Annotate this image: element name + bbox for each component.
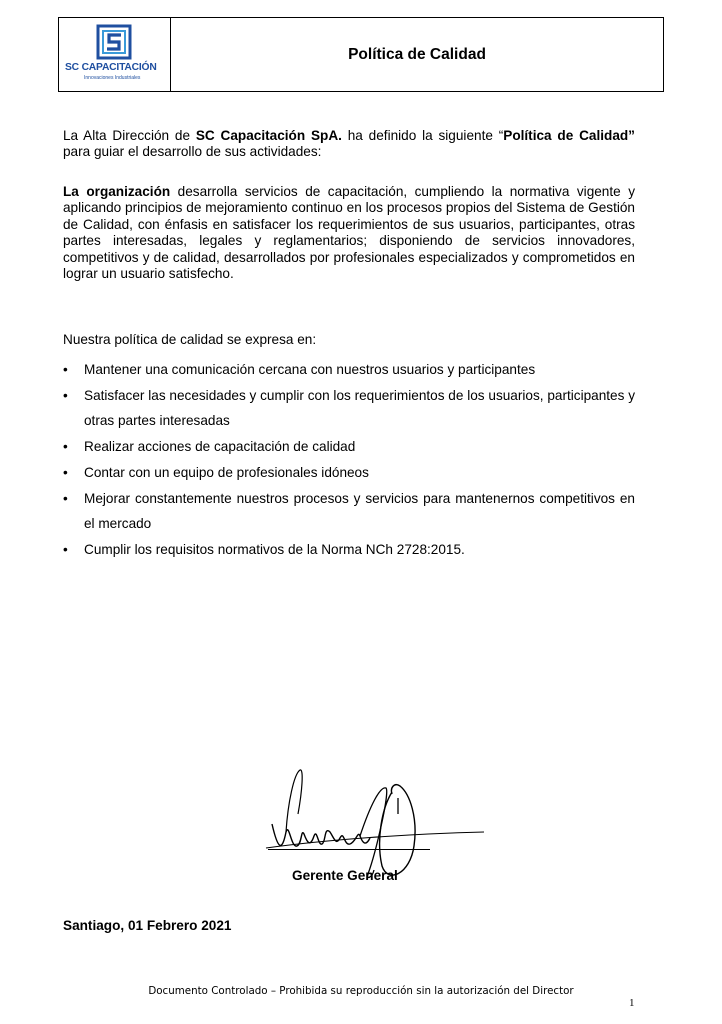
policy-name: Política de Calidad” — [503, 128, 635, 143]
bullet-icon: • — [63, 491, 68, 506]
policy-intro: Nuestra política de calidad se expresa en: — [63, 332, 317, 347]
list-item-text: Contar con un equipo de profesionales idóneos — [84, 465, 369, 480]
organization-lead: La organización — [63, 184, 171, 199]
logo-subtitle: Innovaciones Industriales — [84, 75, 141, 81]
intro-text-middle: ha definido la siguiente “ — [341, 128, 504, 143]
list-item-text: Satisfacer las necesidades y cumplir con los requerimientos de los usuarios, participantes y otras partes interesadas — [84, 388, 635, 428]
bullet-icon: • — [63, 362, 68, 377]
list-item — [63, 486, 635, 536]
policy-list — [63, 357, 635, 563]
list-item — [63, 434, 635, 459]
intro-text-before: La Alta Dirección de — [63, 128, 196, 143]
list-item — [63, 537, 635, 562]
logo-text: SC CAPACITACIÓN — [65, 62, 157, 73]
sc-logo-icon — [96, 24, 132, 60]
list-item-text: Mejorar constantemente nuestros procesos y servicios para mantenernos competitivos en el mercado — [84, 491, 635, 531]
logo — [59, 18, 171, 91]
signatory-title: Gerente General — [292, 868, 398, 883]
signature-line — [268, 849, 430, 850]
place-and-date: Santiago, 01 Febrero 2021 — [63, 918, 232, 933]
document-header — [58, 17, 664, 92]
bullet-icon: • — [63, 439, 68, 454]
list-item — [63, 383, 635, 433]
list-item-text: Realizar acciones de capacitación de calidad — [84, 439, 356, 454]
list-item — [63, 357, 635, 382]
intro-paragraph — [63, 128, 635, 161]
list-item-text: Cumplir los requisitos normativos de la Norma NCh 2728:2015. — [84, 542, 465, 557]
organization-paragraph — [63, 184, 635, 282]
list-item — [63, 460, 635, 485]
list-item-text: Mantener una comunicación cercana con nuestros usuarios y participantes — [84, 362, 536, 377]
bullet-icon: • — [63, 388, 68, 403]
footer-note: Documento Controlado – Prohibida su reproducción sin la autorización del Director — [148, 985, 574, 997]
intro-text-after: para guiar el desarrollo de sus actividades: — [63, 144, 322, 160]
bullet-icon: • — [63, 465, 68, 480]
company-name: SC Capacitación SpA. — [195, 128, 342, 143]
page-number: 1 — [629, 997, 635, 1009]
bullet-icon: • — [63, 542, 68, 557]
document-title: Política de Calidad — [348, 45, 486, 63]
organization-text: desarrolla servicios de capacitación, cumpliendo la normativa vigente y aplicando principios de mejoramiento continuo en los procesos propios del Sistema de Gestión de Calidad, con énfasis en satisfacer los requerimientos de sus usuarios, participantes, otras partes interesadas, legales y reglamentarios; disponiendo de servicios innovadores, competitivos y de calidad, desarrollados por profesionales especializados y comprometidos en lograr un usuario satisfecho. — [63, 184, 635, 282]
